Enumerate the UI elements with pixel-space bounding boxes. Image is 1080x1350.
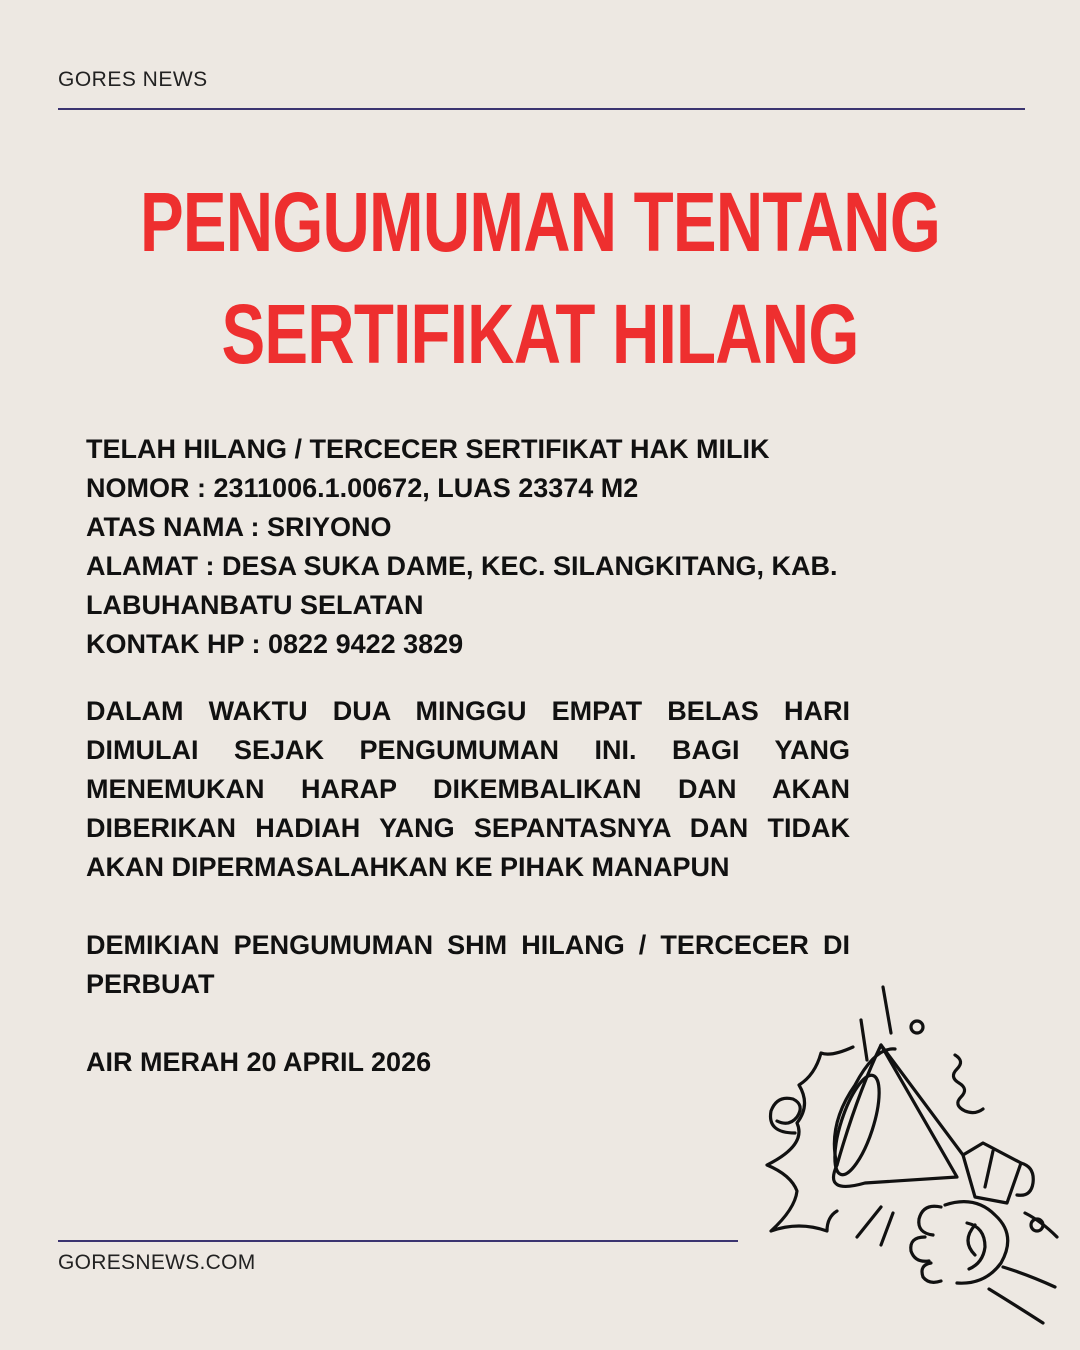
detail-line: KONTAK HP : 0822 9422 3829 <box>86 629 464 659</box>
certificate-details <box>86 430 850 664</box>
headline-line-1: PENGUMUMAN TENTANG <box>139 175 941 269</box>
megaphone-icon <box>745 975 1070 1340</box>
headline <box>119 166 961 390</box>
top-divider <box>58 108 1025 110</box>
headline-line-2: SERTIFIKAT HILANG <box>221 287 859 381</box>
dateline: AIR MERAH 20 APRIL 2026 <box>86 1047 432 1077</box>
detail-line: TELAH HILANG / TERCECER SERTIFIKAT HAK MILIK <box>86 434 770 464</box>
detail-line: ALAMAT : DESA SUKA DAME, KEC. SILANGKITANG, KAB. <box>86 551 838 581</box>
brand-name: GORES NEWS <box>58 68 208 91</box>
announcement-paragraph: DALAM WAKTU DUA MINGGU EMPAT BELAS HARI DIMULAI SEJAK PENGUMUMAN INI. BAGI YANG MENEMUKAN HARAP DIKEMBALIKAN DAN AKAN DIBERIKAN HADIAH YANG SEPANTASNYA DAN TIDAK AKAN DIPERMASALAHKAN KE PIHAK MANAPUN <box>86 696 850 882</box>
bottom-divider <box>58 1240 738 1242</box>
website-footer: GORESNEWS.COM <box>58 1251 256 1274</box>
detail-line: ATAS NAMA : SRIYONO <box>86 512 392 542</box>
detail-line: LABUHANBATU SELATAN <box>86 590 424 620</box>
detail-line: NOMOR : 2311006.1.00672, LUAS 23374 M2 <box>86 473 639 503</box>
closing-statement: DEMIKIAN PENGUMUMAN SHM HILANG / TERCECER DI PERBUAT <box>86 930 850 999</box>
